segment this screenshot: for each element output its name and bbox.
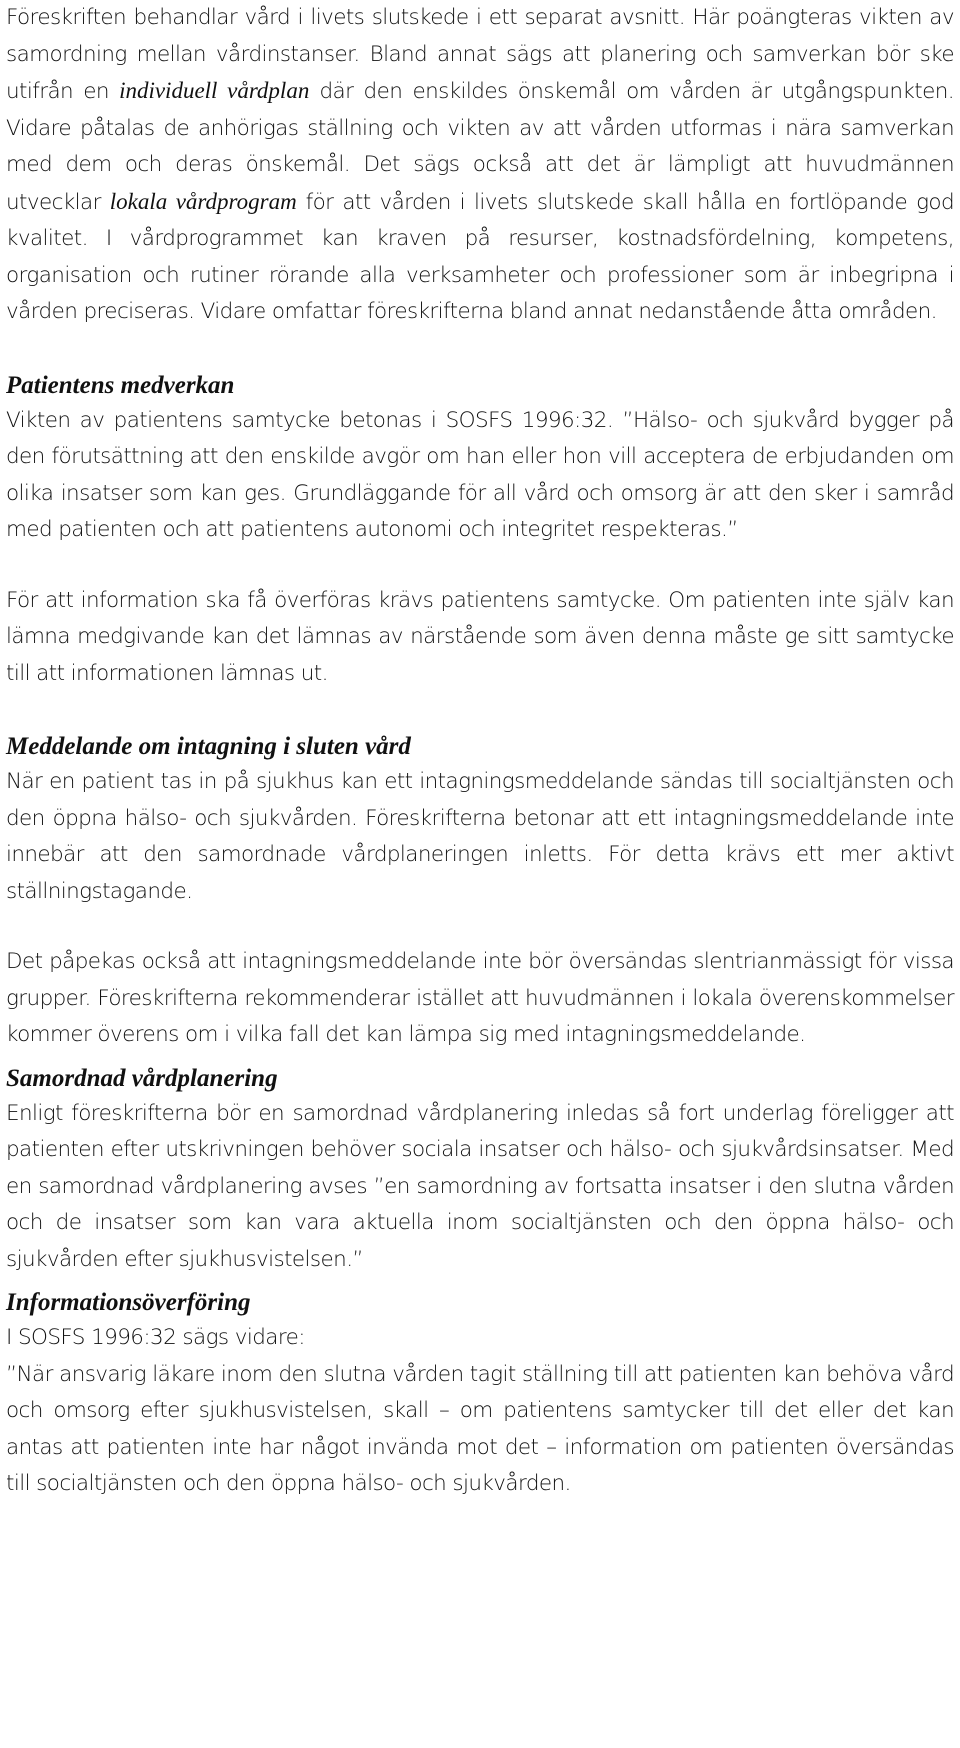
planning-paragraph-1: Enligt föreskrifterna bör en samordnad vårdplanering inledas så fort underlag föreligger att patienten efter utskrivningen behöver sociala insatser och hälso- och sjukvårdsinsatser. Med en samordnad vårdplanering avses ”en samordning av fortsatta insatser i den slutna vården och de insatser som kan vara aktuella inom socialtjänsten och den öppna hälso- och sjukvården efter sjukhusvistelsen.” <box>6 1100 954 1272</box>
spacer <box>6 331 954 369</box>
document-page <box>6 0 954 1503</box>
intro-emphasis-local-care-programs: lokala vårdprogram <box>109 188 297 214</box>
notice-paragraph-2: Det påpekas också att intagningsmeddelande inte bör översändas slentrianmässigt för vissa grupper. Föreskrifterna rekommenderar istället att huvudmännen i lokala överenskommelser kommer överens om i vilka fall det kan lämpa sig med intagningsmeddelande. <box>6 949 954 1047</box>
spacer <box>6 1054 954 1062</box>
transfer-paragraph-2: ”När ansvarig läkare inom den slutna vården tagit ställning till att patienten kan behöva vård och omsorg efter sjukhusvistelsen, skall – om patientens samtycker till det eller det kan antas att patienten inte har något invända mot det – information om patienten översändas till socialtjänsten och den öppna hälso- och sjukvården. <box>6 1361 954 1496</box>
intro-text-3: för att vården i livets slutskede skall hålla en fortlöpande god kvalitet. I vårdprogrammet kan kraven på resurser, kostnadsfördelning, kompetens, organisation och rutiner rörande alla verksamheter och professioner som är inbegripna i vården preciseras. Vidare omfattar föreskrifterna bland annat nedanstående åtta områden. <box>6 189 954 324</box>
section-heading-patient-participation: Patientens medverkan <box>6 371 235 399</box>
intro-text-1: Föreskriften behandlar vård i livets slutskede i ett separat avsnitt. Här poängteras vikten av samordning mellan vårdinstanser. Bland annat sägs att planering och samverkan bör ske utifrån en <box>6 5 954 104</box>
spacer <box>6 549 954 583</box>
notice-paragraph-1: När en patient tas in på sjukhus kan ett intagningsmeddelande sändas till socialtjänsten och den öppna hälso- och sjukvården. Föreskrifterna betonar att ett intagningsmeddelande inte innebär att den samordnade vårdplaneringen inletts. För detta krävs ett mer aktivt ställningstagande. <box>6 769 954 904</box>
patient-paragraph-2: För att information ska få överföras krävs patientens samtycke. Om patienten inte själv kan lämna medgivande kan det lämnas av närstående som även denna måste ge sitt samtycke till att informationen lämnas ut. <box>6 587 954 686</box>
section-heading-coordinated-planning: Samordnad vårdplanering <box>6 1064 278 1092</box>
section-heading-information-transfer: Informationsöverföring <box>6 1289 251 1316</box>
spacer <box>6 692 954 730</box>
spacer <box>6 1278 954 1286</box>
spacer <box>6 910 954 944</box>
patient-paragraph-1: Vikten av patientens samtycke betonas i SOSFS 1996:32. ”Hälso- och sjukvård bygger på den förutsättning att den enskilde avgör om han eller hon vill acceptera de erbjudanden om olika insatser som kan ges. Grundläggande för all vård och omsorg är att den sker i samråd med patienten och att patientens autonomi och integritet respekteras.” <box>6 407 954 542</box>
section-heading-admission-notice: Meddelande om intagning i sluten vård <box>6 733 411 760</box>
transfer-paragraph-1: I SOSFS 1996:32 sägs vidare: <box>6 1325 305 1350</box>
intro-paragraph <box>6 0 954 331</box>
intro-text-2: där den enskildes önskemål om vården är utgångspunkten. Vidare påtalas de anhörigas ställning och vikten av att vården utformas i nära samverkan med dem och deras önskemål. Det sägs också att det är lämpligt att huvudmännen utvecklar <box>6 79 954 215</box>
intro-emphasis-individual-care-plan: individuell vårdplan <box>119 78 310 103</box>
